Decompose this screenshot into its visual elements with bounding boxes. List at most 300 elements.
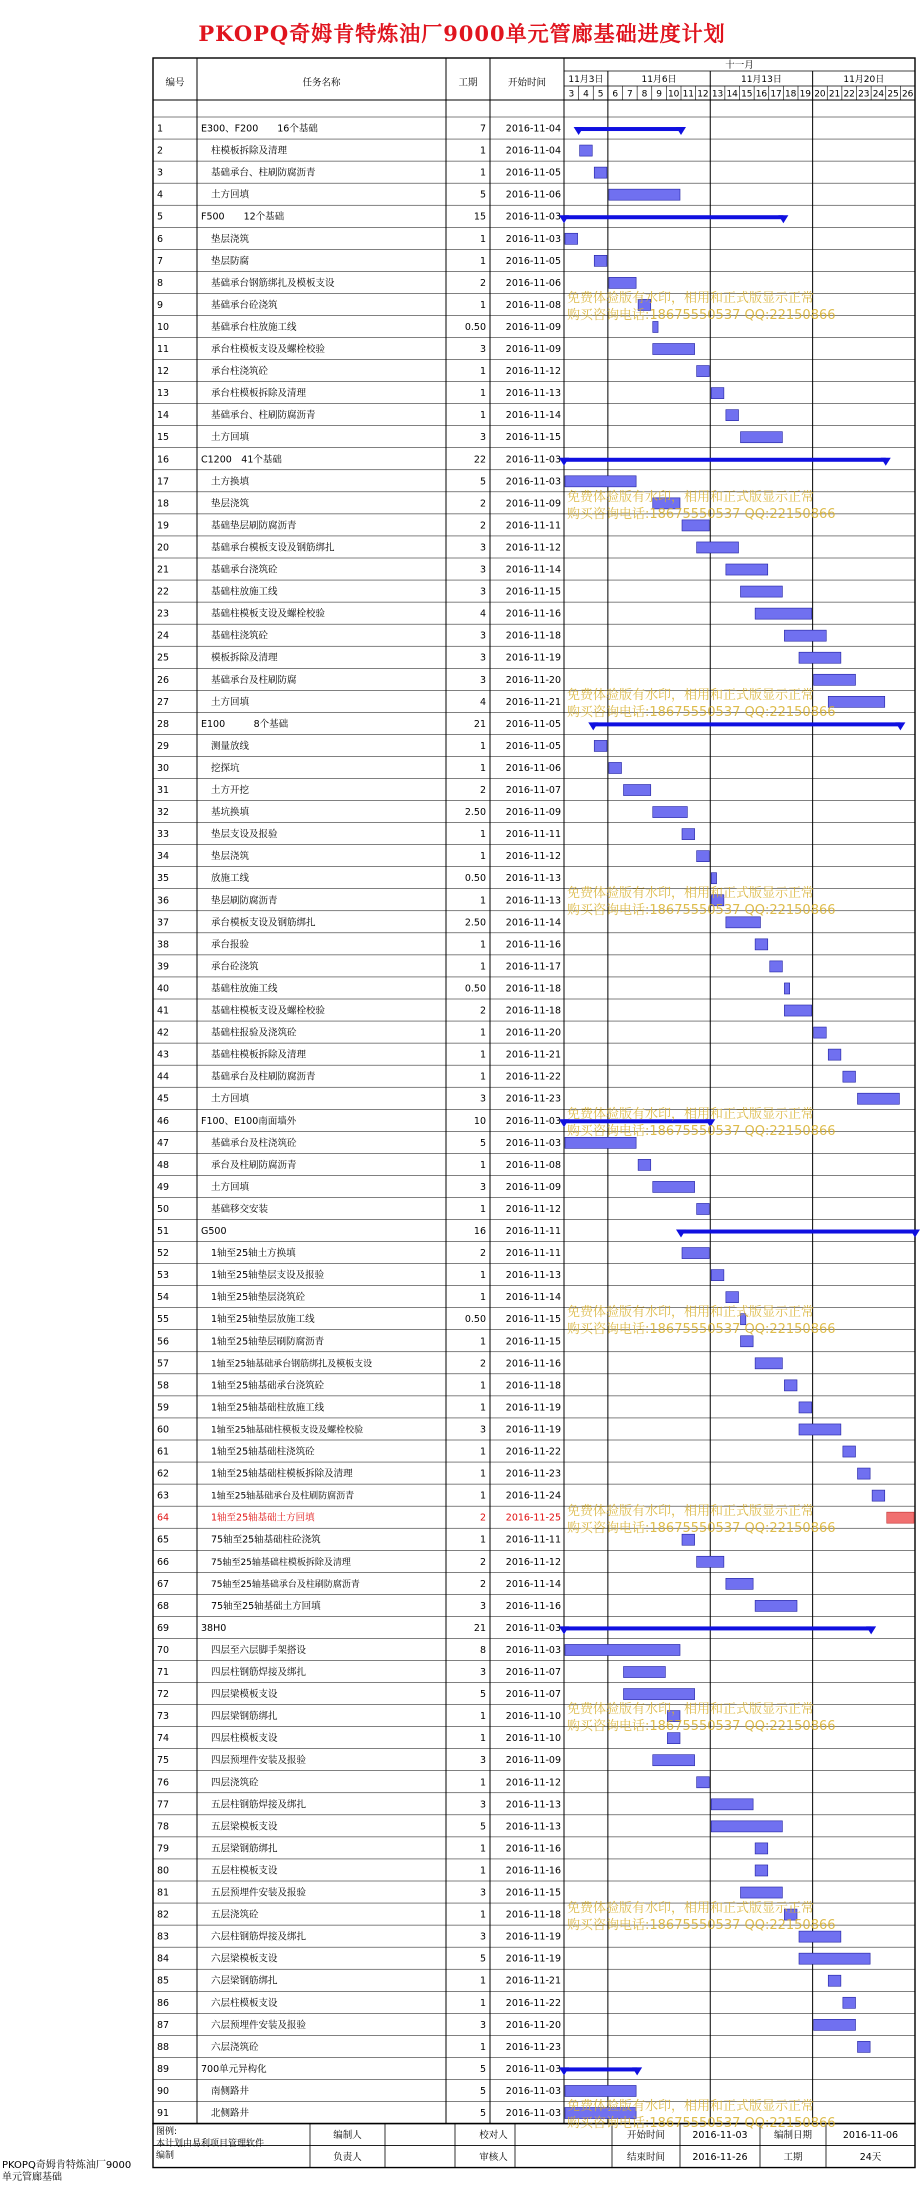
task-start-date: 2016-11-03: [505, 2063, 561, 2075]
task-start-date: 2016-11-14: [505, 1578, 561, 1590]
header-day-label: 20: [814, 89, 826, 100]
footer-software-line1: 本计划由易利项目管理软件: [156, 2139, 265, 2150]
task-duration: 3: [479, 1931, 486, 1943]
task-name: 挖探坑: [211, 762, 240, 774]
task-number: 68: [157, 1600, 170, 1612]
task-name: 承台柱浇筑砼: [211, 366, 269, 378]
task-start-date: 2016-11-03: [505, 476, 561, 488]
task-start-date: 2016-11-11: [505, 1248, 561, 1260]
task-duration: 2: [479, 498, 486, 510]
watermark-line2: 购买咨询电话:18675550537 QQ:22150866: [567, 308, 836, 324]
task-number: 88: [157, 2041, 170, 2053]
watermark-line2: 购买咨询电话:18675550537 QQ:22150866: [567, 2116, 836, 2132]
task-number: 3: [157, 167, 164, 179]
task-number: 33: [157, 829, 170, 841]
task-name: 测量放线: [211, 740, 250, 752]
task-number: 55: [157, 1314, 170, 1326]
task-number: 69: [157, 1622, 170, 1634]
header-month: 十一月: [725, 60, 754, 71]
task-duration: 7: [479, 123, 486, 135]
task-duration: 1: [479, 1975, 486, 1987]
task-name: 基础柱报验及浇筑砼: [211, 1027, 297, 1039]
task-bar: [697, 542, 739, 553]
header-day-label: 4: [583, 89, 589, 100]
task-start-date: 2016-11-24: [505, 1490, 561, 1502]
footer-end-value: 2016-11-26: [692, 2152, 748, 2164]
task-bar: [653, 344, 695, 355]
task-number: 47: [157, 1137, 170, 1149]
task-name: 75轴至25轴基础承台及柱刷防腐沥青: [211, 1579, 360, 1590]
task-bar: [609, 189, 680, 200]
summary-bar: [564, 458, 886, 462]
task-duration: 0.50: [464, 873, 486, 885]
task-name: 承台报验: [211, 939, 250, 951]
task-duration: 1: [479, 1049, 486, 1061]
task-bar: [814, 2019, 856, 2030]
task-start-date: 2016-11-13: [505, 873, 561, 885]
task-name: 基础柱模板拆除及清理: [211, 1049, 307, 1061]
task-name: 南侧路井: [211, 2085, 250, 2097]
header-col-number: 编号: [165, 77, 185, 89]
task-bar: [858, 1093, 900, 1104]
task-name: 六层梁钢筋绑扎: [211, 1975, 278, 1987]
task-bar: [726, 1578, 753, 1589]
task-bar: [755, 608, 812, 619]
footer-leader-label: 负责人: [333, 2152, 362, 2164]
watermark-line1: 免费体验版有水印，相用和正式版显示正常: [567, 1503, 815, 1519]
task-bar: [843, 1446, 856, 1457]
task-name: 垫层浇筑: [211, 851, 250, 863]
task-bar: [667, 1733, 680, 1744]
task-bar: [565, 2108, 636, 2119]
summary-bar: [681, 1230, 915, 1234]
task-start-date: 2016-11-14: [505, 410, 561, 422]
task-number: 57: [157, 1358, 170, 1370]
task-bar: [682, 829, 695, 840]
task-bar: [784, 1909, 797, 1920]
task-duration: 5: [479, 1821, 486, 1833]
task-start-date: 2016-11-12: [505, 1777, 561, 1789]
task-name: 基础承台及柱浇筑砼: [211, 1137, 297, 1149]
task-start-date: 2016-11-12: [505, 542, 561, 554]
task-number: 12: [157, 366, 170, 378]
task-name: 土方换填: [211, 476, 250, 488]
task-duration: 1: [479, 255, 486, 267]
task-start-date: 2016-11-09: [505, 1755, 561, 1767]
task-name: 1轴至25轴基础承台及柱刷防腐沥青: [211, 1491, 355, 1502]
task-bar: [638, 299, 651, 310]
task-start-date: 2016-11-20: [505, 1027, 561, 1039]
task-name: E100 8个基础: [201, 718, 289, 730]
task-bar: [755, 1600, 797, 1611]
task-bar: [755, 1358, 782, 1369]
task-start-date: 2016-11-20: [505, 674, 561, 686]
task-number: 65: [157, 1534, 170, 1546]
task-start-date: 2016-11-09: [505, 1181, 561, 1193]
task-start-date: 2016-11-03: [505, 233, 561, 245]
task-name: 六层浇筑砼: [211, 2041, 259, 2053]
watermark-line1: 免费体验版有水印，相用和正式版显示正常: [567, 1305, 815, 1321]
task-name: 土方回填: [211, 432, 250, 444]
task-number: 86: [157, 1997, 170, 2009]
task-number: 15: [157, 432, 170, 444]
task-duration: 1: [479, 895, 486, 907]
task-bar: [726, 564, 768, 575]
task-start-date: 2016-11-03: [505, 1115, 561, 1127]
task-name: 五层梁模板支设: [211, 1821, 278, 1833]
task-duration: 22: [473, 454, 486, 466]
task-start-date: 2016-11-03: [505, 454, 561, 466]
task-name: 五层浇筑砼: [211, 1909, 259, 1921]
task-duration: 5: [479, 1953, 486, 1965]
task-duration: 1: [479, 1711, 486, 1723]
task-bar: [784, 1380, 797, 1391]
task-duration: 1: [479, 1203, 486, 1215]
task-duration: 5: [479, 189, 486, 201]
task-name: 四层预埋件安装及报验: [211, 1755, 307, 1767]
task-number: 50: [157, 1203, 170, 1215]
watermark-line1: 免费体验版有水印，相用和正式版显示正常: [567, 291, 815, 307]
task-bar: [843, 1071, 856, 1082]
footer-legend-label: 图例:: [156, 2127, 178, 2138]
task-name: 75轴至25轴基础柱砼浇筑: [211, 1534, 321, 1546]
page-title: PKOPQ奇姆肯特炼油厂9000单元管廊基础进度计划: [198, 21, 726, 46]
header-col-duration: 工期: [458, 77, 478, 89]
task-duration: 5: [479, 2108, 486, 2120]
task-bar: [784, 1005, 811, 1016]
task-duration: 1: [479, 388, 486, 400]
task-duration: 5: [479, 476, 486, 488]
task-bar: [653, 321, 658, 332]
task-duration: 1: [479, 1777, 486, 1789]
task-number: 37: [157, 917, 170, 929]
task-start-date: 2016-11-18: [505, 1909, 561, 1921]
task-bar: [755, 1865, 768, 1876]
task-bar: [697, 851, 710, 862]
task-bar: [565, 233, 578, 244]
task-name: 承台柱模板拆除及清理: [211, 388, 307, 400]
task-start-date: 2016-11-15: [505, 1887, 561, 1899]
task-number: 74: [157, 1733, 170, 1745]
task-bar: [887, 1512, 914, 1523]
task-number: 45: [157, 1093, 170, 1105]
footer-software-line2: 编制: [156, 2151, 175, 2162]
watermark-line1: 免费体验版有水印，相用和正式版显示正常: [567, 1106, 815, 1122]
task-number: 89: [157, 2063, 170, 2075]
header-day-label: 17: [770, 89, 782, 100]
task-duration: 1: [479, 1534, 486, 1546]
task-bar: [653, 498, 680, 509]
task-start-date: 2016-11-13: [505, 1270, 561, 1282]
task-name: C1200 41个基础: [201, 454, 282, 466]
task-bar: [653, 1755, 695, 1766]
task-start-date: 2016-11-10: [505, 1711, 561, 1723]
task-name: 基础承台、柱刷防腐沥青: [211, 167, 316, 179]
task-name: 基础承台及柱刷防腐沥青: [211, 1071, 316, 1083]
task-name: 四层柱钢筋焊接及绑扎: [211, 1667, 307, 1679]
task-start-date: 2016-11-16: [505, 939, 561, 951]
task-start-date: 2016-11-18: [505, 983, 561, 995]
task-duration: 2.50: [464, 807, 486, 819]
task-start-date: 2016-11-23: [505, 1093, 561, 1105]
task-duration: 3: [479, 652, 486, 664]
task-duration: 0.50: [464, 1314, 486, 1326]
task-start-date: 2016-11-13: [505, 388, 561, 400]
task-duration: 1: [479, 1336, 486, 1348]
task-number: 70: [157, 1644, 170, 1656]
task-bar: [828, 696, 885, 707]
task-duration: 3: [479, 1887, 486, 1899]
task-start-date: 2016-11-05: [505, 255, 561, 267]
task-duration: 1: [479, 829, 486, 841]
task-start-date: 2016-11-19: [505, 1402, 561, 1414]
task-number: 25: [157, 652, 170, 664]
task-number: 67: [157, 1578, 170, 1590]
task-name: 基坑换填: [211, 807, 250, 819]
task-duration: 3: [479, 542, 486, 554]
header-col-start: 开始时间: [507, 77, 547, 89]
task-name: 700单元异构化: [201, 2063, 267, 2075]
task-bar: [565, 1137, 636, 1148]
watermark-line2: 购买咨询电话:18675550537 QQ:22150866: [567, 506, 836, 522]
task-start-date: 2016-11-03: [505, 211, 561, 223]
task-start-date: 2016-11-15: [505, 1336, 561, 1348]
task-duration: 3: [479, 432, 486, 444]
task-bar: [624, 785, 651, 796]
task-bar: [726, 1292, 739, 1303]
task-name: 基础承台及柱刷防腐: [211, 674, 297, 686]
task-bar: [741, 1336, 754, 1347]
task-bar: [682, 1248, 709, 1259]
task-bar: [858, 2041, 871, 2052]
header-day-label: 19: [799, 89, 812, 100]
task-start-date: 2016-11-14: [505, 1292, 561, 1304]
task-start-date: 2016-11-12: [505, 1203, 561, 1215]
header-day-label: 10: [667, 89, 680, 100]
task-name: 承台柱模板支设及螺栓校验: [211, 344, 326, 356]
header-day-label: 26: [901, 89, 914, 100]
task-bar: [755, 939, 768, 950]
task-bar: [653, 1181, 695, 1192]
task-duration: 1: [479, 961, 486, 973]
task-number: 87: [157, 2019, 170, 2031]
task-name: 土方回填: [211, 1181, 250, 1193]
task-name: 基础承台砼浇筑: [211, 299, 278, 311]
task-number: 53: [157, 1270, 170, 1282]
task-number: 90: [157, 2085, 170, 2097]
task-bar: [594, 255, 607, 266]
task-bar: [741, 586, 783, 597]
task-number: 77: [157, 1799, 170, 1811]
task-start-date: 2016-11-22: [505, 1071, 561, 1083]
footer-project-line1: PKOPQ奇姆肯特炼油厂9000: [2, 2160, 132, 2171]
task-bar: [784, 630, 826, 641]
task-name: 1轴至25轴土方换填: [211, 1248, 296, 1260]
task-number: 20: [157, 542, 170, 554]
task-number: 11: [157, 344, 170, 356]
task-duration: 1: [479, 410, 486, 422]
summary-bar: [564, 2067, 637, 2071]
task-duration: 10: [473, 1115, 486, 1127]
task-name: 1轴至25轴基础柱放施工线: [211, 1402, 325, 1414]
header-day-label: 16: [755, 89, 768, 100]
header-day-label: 21: [828, 89, 841, 100]
task-bar: [609, 762, 622, 773]
task-number: 83: [157, 1931, 170, 1943]
task-duration: 2: [479, 1358, 486, 1370]
task-number: 84: [157, 1953, 170, 1965]
task-name: 1轴至25轴基础承台钢筋绑扎及模板支设: [211, 1359, 373, 1370]
task-number: 16: [157, 454, 170, 466]
task-name: 柱模板拆除及清理: [211, 145, 288, 157]
watermark-line2: 购买咨询电话:18675550537 QQ:22150866: [567, 1520, 836, 1536]
task-number: 14: [157, 410, 170, 422]
task-name: 垫层刷防腐沥青: [211, 895, 278, 907]
task-start-date: 2016-11-06: [505, 762, 561, 774]
task-duration: 8: [479, 1644, 486, 1656]
header-day-label: 25: [887, 89, 899, 100]
task-number: 39: [157, 961, 170, 973]
task-start-date: 2016-11-19: [505, 652, 561, 664]
task-duration: 1: [479, 1843, 486, 1855]
task-number: 21: [157, 564, 170, 576]
task-duration: 1: [479, 1733, 486, 1745]
task-name: 基础垫层刷防腐沥青: [211, 520, 297, 532]
task-number: 32: [157, 807, 170, 819]
task-start-date: 2016-11-12: [505, 366, 561, 378]
task-name: 模板拆除及清理: [211, 652, 278, 664]
task-name: G500: [201, 1226, 227, 1238]
task-duration: 2: [479, 1556, 486, 1568]
task-number: 43: [157, 1049, 170, 1061]
task-start-date: 2016-11-09: [505, 807, 561, 819]
task-bar: [697, 1777, 710, 1788]
task-duration: 1: [479, 1468, 486, 1480]
task-start-date: 2016-11-11: [505, 829, 561, 841]
task-bar: [638, 1159, 651, 1170]
task-start-date: 2016-11-21: [505, 1975, 561, 1987]
task-start-date: 2016-11-13: [505, 895, 561, 907]
task-number: 52: [157, 1248, 170, 1260]
task-start-date: 2016-11-16: [505, 1600, 561, 1612]
task-start-date: 2016-11-16: [505, 1358, 561, 1370]
task-start-date: 2016-11-11: [505, 1226, 561, 1238]
task-bar: [711, 895, 724, 906]
task-bar: [667, 1711, 680, 1722]
watermark-line2: 购买咨询电话:18675550537 QQ:22150866: [567, 1719, 836, 1735]
task-name: 38H0: [201, 1622, 227, 1634]
task-duration: 16: [473, 1226, 486, 1238]
task-start-date: 2016-11-19: [505, 1424, 561, 1436]
task-number: 5: [157, 211, 164, 223]
task-number: 81: [157, 1887, 170, 1899]
task-start-date: 2016-11-09: [505, 344, 561, 356]
task-start-date: 2016-11-11: [505, 1534, 561, 1546]
task-bar: [814, 1027, 827, 1038]
task-start-date: 2016-11-08: [505, 1159, 561, 1171]
task-number: 66: [157, 1556, 170, 1568]
header-day-label: 13: [711, 89, 724, 100]
task-duration: 1: [479, 762, 486, 774]
task-number: 51: [157, 1226, 170, 1238]
task-duration: 0.50: [464, 321, 486, 333]
task-start-date: 2016-11-18: [505, 1005, 561, 1017]
task-bar: [843, 1997, 856, 2008]
task-start-date: 2016-11-08: [505, 299, 561, 311]
task-number: 85: [157, 1975, 170, 1987]
task-number: 44: [157, 1071, 170, 1083]
task-duration: 1: [479, 1380, 486, 1392]
task-bar: [580, 145, 593, 156]
watermark-line2: 购买咨询电话:18675550537 QQ:22150866: [567, 1917, 836, 1933]
task-duration: 2.50: [464, 917, 486, 929]
task-duration: 5: [479, 2063, 486, 2075]
task-start-date: 2016-11-05: [505, 718, 561, 730]
task-start-date: 2016-11-11: [505, 520, 561, 532]
task-number: 7: [157, 255, 164, 267]
task-duration: 1: [479, 1270, 486, 1282]
task-duration: 1: [479, 167, 486, 179]
task-number: 61: [157, 1446, 170, 1458]
task-name: 四层柱模板支设: [211, 1733, 278, 1745]
task-bar: [565, 1644, 680, 1655]
task-name: 1轴至25轴垫层放施工线: [211, 1314, 315, 1326]
header-week-label: 11月20日: [843, 75, 885, 85]
task-bar: [711, 1821, 782, 1832]
task-name: 基础承台钢筋绑扎及模板支设: [211, 277, 335, 289]
task-bar: [711, 388, 724, 399]
task-bar: [697, 1203, 710, 1214]
task-start-date: 2016-11-03: [505, 1137, 561, 1149]
task-duration: 1: [479, 1865, 486, 1877]
task-bar: [741, 432, 783, 443]
task-duration: 5: [479, 1689, 486, 1701]
task-start-date: 2016-11-16: [505, 608, 561, 620]
task-name: 六层柱钢筋焊接及绑扎: [211, 1931, 307, 1943]
task-bar: [711, 1270, 724, 1281]
task-number: 64: [157, 1512, 170, 1524]
task-name: 六层柱模板支设: [211, 1997, 278, 2009]
task-name: 基础柱模板支设及螺栓校验: [211, 1005, 326, 1017]
task-name: 1轴至25轴基础柱模板拆除及清理: [211, 1468, 353, 1480]
task-bar: [609, 277, 636, 288]
task-duration: 1: [479, 233, 486, 245]
task-name: 1轴至25轴垫层刷防腐沥青: [211, 1336, 325, 1348]
task-duration: 3: [479, 1667, 486, 1679]
task-number: 42: [157, 1027, 170, 1039]
footer-end-label: 结束时间: [626, 2152, 666, 2164]
task-name: E300、F200 16个基础: [201, 123, 318, 135]
header-day-label: 7: [626, 89, 633, 100]
task-number: 56: [157, 1336, 170, 1348]
task-duration: 1: [479, 299, 486, 311]
watermark-line1: 免费体验版有水印，相用和正式版显示正常: [567, 2099, 815, 2115]
task-bar: [755, 1843, 768, 1854]
task-start-date: 2016-11-13: [505, 1821, 561, 1833]
task-bar: [799, 1953, 870, 1964]
task-duration: 4: [479, 608, 486, 620]
task-bar: [697, 366, 710, 377]
task-duration: 2: [479, 1578, 486, 1590]
task-number: 28: [157, 718, 170, 730]
task-name: 四层至六层脚手架搭设: [211, 1644, 307, 1656]
task-duration: 1: [479, 1909, 486, 1921]
watermark-line2: 购买咨询电话:18675550537 QQ:22150866: [567, 704, 836, 720]
task-duration: 2: [479, 1005, 486, 1017]
task-number: 19: [157, 520, 170, 532]
task-duration: 3: [479, 564, 486, 576]
task-name: 基础承台模板支设及钢筋绑扎: [211, 542, 335, 554]
